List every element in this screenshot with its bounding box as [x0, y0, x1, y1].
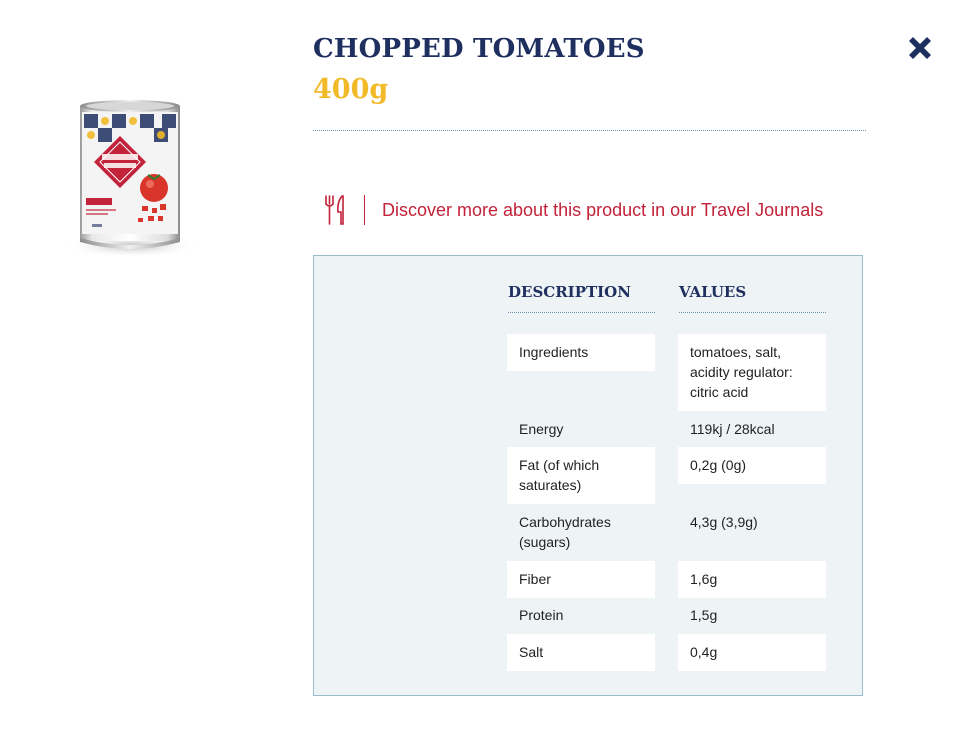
description-header: DESCRIPTION	[508, 283, 655, 313]
product-weight: 400g	[313, 74, 389, 105]
row-label: Salt	[507, 634, 655, 671]
travel-journals-link[interactable]	[323, 193, 823, 227]
row-value: 1,6g	[678, 561, 826, 598]
row-value: 1,5g	[690, 607, 718, 623]
travel-journals-text: Discover more about this product in our Travel Journals	[382, 199, 824, 220]
product-title: CHOPPED TOMATOES	[313, 34, 645, 64]
row-value: 119kj / 28kcal	[690, 421, 775, 437]
row-label: Energy	[519, 421, 564, 437]
row-value: tomatoes, salt, acidity regulator: citric acid	[678, 334, 826, 411]
values-header: VALUES	[679, 283, 826, 313]
row-label: Fat (of which saturates)	[507, 447, 655, 504]
row-value: 0,4g	[678, 634, 826, 671]
product-can-image	[62, 96, 202, 261]
header-divider	[313, 130, 866, 131]
cutlery-icon	[323, 194, 347, 226]
row-label: Ingredients	[507, 334, 655, 371]
row-label: Protein	[519, 607, 564, 623]
row-value: 0,2g (0g)	[678, 447, 826, 484]
row-label: Fiber	[507, 561, 655, 598]
link-separator	[364, 195, 365, 225]
row-value: 4,3g (3,9g)	[690, 514, 758, 530]
close-x-icon[interactable]	[905, 33, 935, 63]
row-label: Carbohydrates (sugars)	[519, 514, 611, 550]
